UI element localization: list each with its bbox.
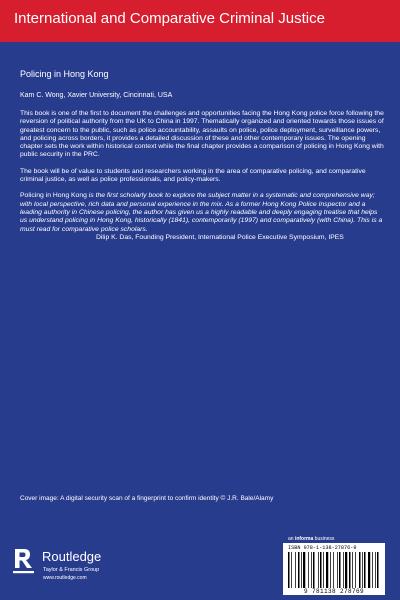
barcode-bar [308,552,309,588]
barcode-bar [352,552,353,588]
barcode-bar [288,552,290,588]
cover-image-credit: Cover image: A digital security scan of a fingerprint to confirm identity © J.R. Bale/Alamy [20,495,274,502]
publisher-group: Taylor & Francis Group [43,567,100,573]
series-banner [0,0,400,42]
barcode-bar [303,552,305,588]
review-text: is the first scholarly book to explore the subject matter in a systematic and comprehensive way; with local perspective, rich data and personal experience in the mix. As a former Hong Kong Police Inspector and a leading authority in Chinese policing, the author has given us a highly readable and deeply engaging treatise that helps us understand policing in Hong Kong, historically (1841), contemporarily (1997) and comparatively (with China). This is a must read for comparative police scholars. [20,192,383,233]
barcode-bar [320,552,322,588]
barcode-bar [359,552,361,588]
barcode-bar [301,552,302,588]
barcode-bar [339,552,341,588]
audience-paragraph: The book will be of value to students and researchers working in the area of comparative policing, and comparative criminal justice, as well as police professionals, and policy-makers. [20,167,366,184]
informa-business-tag [288,536,334,542]
description-paragraph: This book is one of the first to document the challenges and opportunities facing the Hong Kong police force following the reversion of political authority from the UK to China in 1997. Thematically organized and oriented towards those issues of greatest concern to the public, such as police accountability, assaults on police, police deployment, surveillance powers, and policing across borders, it provides a detailed discussion of these and other contemporary issues. The opening chapter sets the work within historical context while the final chapter provides a comparison of policing in Hong Kong with public security in the PRC. [20,110,384,159]
review-attribution: Dilip K. Das, Founding President, International Police Executive Symposium, IPES [96,233,344,241]
barcode-bar [364,552,366,588]
publisher-name: Routledge [42,549,102,564]
barcode-bar [318,552,319,588]
review-book-title: Policing in Hong Kong [20,192,87,200]
barcode-bar [326,552,328,588]
barcode-bar [345,552,347,588]
barcode-bar [330,552,331,588]
book-title: Policing in Hong Kong [20,69,109,79]
informa-suffix: business [313,536,335,542]
isbn-number: ISBN 978-1-138-27876-9 [288,545,357,551]
barcode-bar [291,552,292,588]
barcode-bar [343,552,344,588]
barcode-bar [295,552,296,588]
isbn-barcode [283,543,385,595]
barcode-bar [298,552,300,588]
barcode-digits: 9 781138 278769 [303,588,364,595]
routledge-logo-icon [12,546,36,576]
back-cover-content [20,69,384,242]
barcode-bar [368,552,370,588]
barcode-bar [362,552,363,588]
publisher-url: www.routledge.com [43,575,87,581]
isbn-barcode-icon [288,552,380,588]
barcode-bar [337,552,338,588]
barcode-bar [377,552,379,588]
barcode-bar [349,552,351,588]
author-line: Kam C. Wong, Xavier University, Cincinnati, USA [20,92,173,99]
barcode-bar [333,552,334,588]
barcode-bar [372,552,373,588]
barcode-bar [355,552,356,588]
barcode-bar [313,552,315,588]
informa-brand: informa [294,536,314,542]
series-title: International and Comparative Criminal Justice [14,10,325,27]
review-quote [20,192,384,233]
barcode-bar [323,552,324,588]
barcode-bar [311,552,312,588]
informa-prefix: an [288,536,295,542]
barcode-bar [375,552,376,588]
